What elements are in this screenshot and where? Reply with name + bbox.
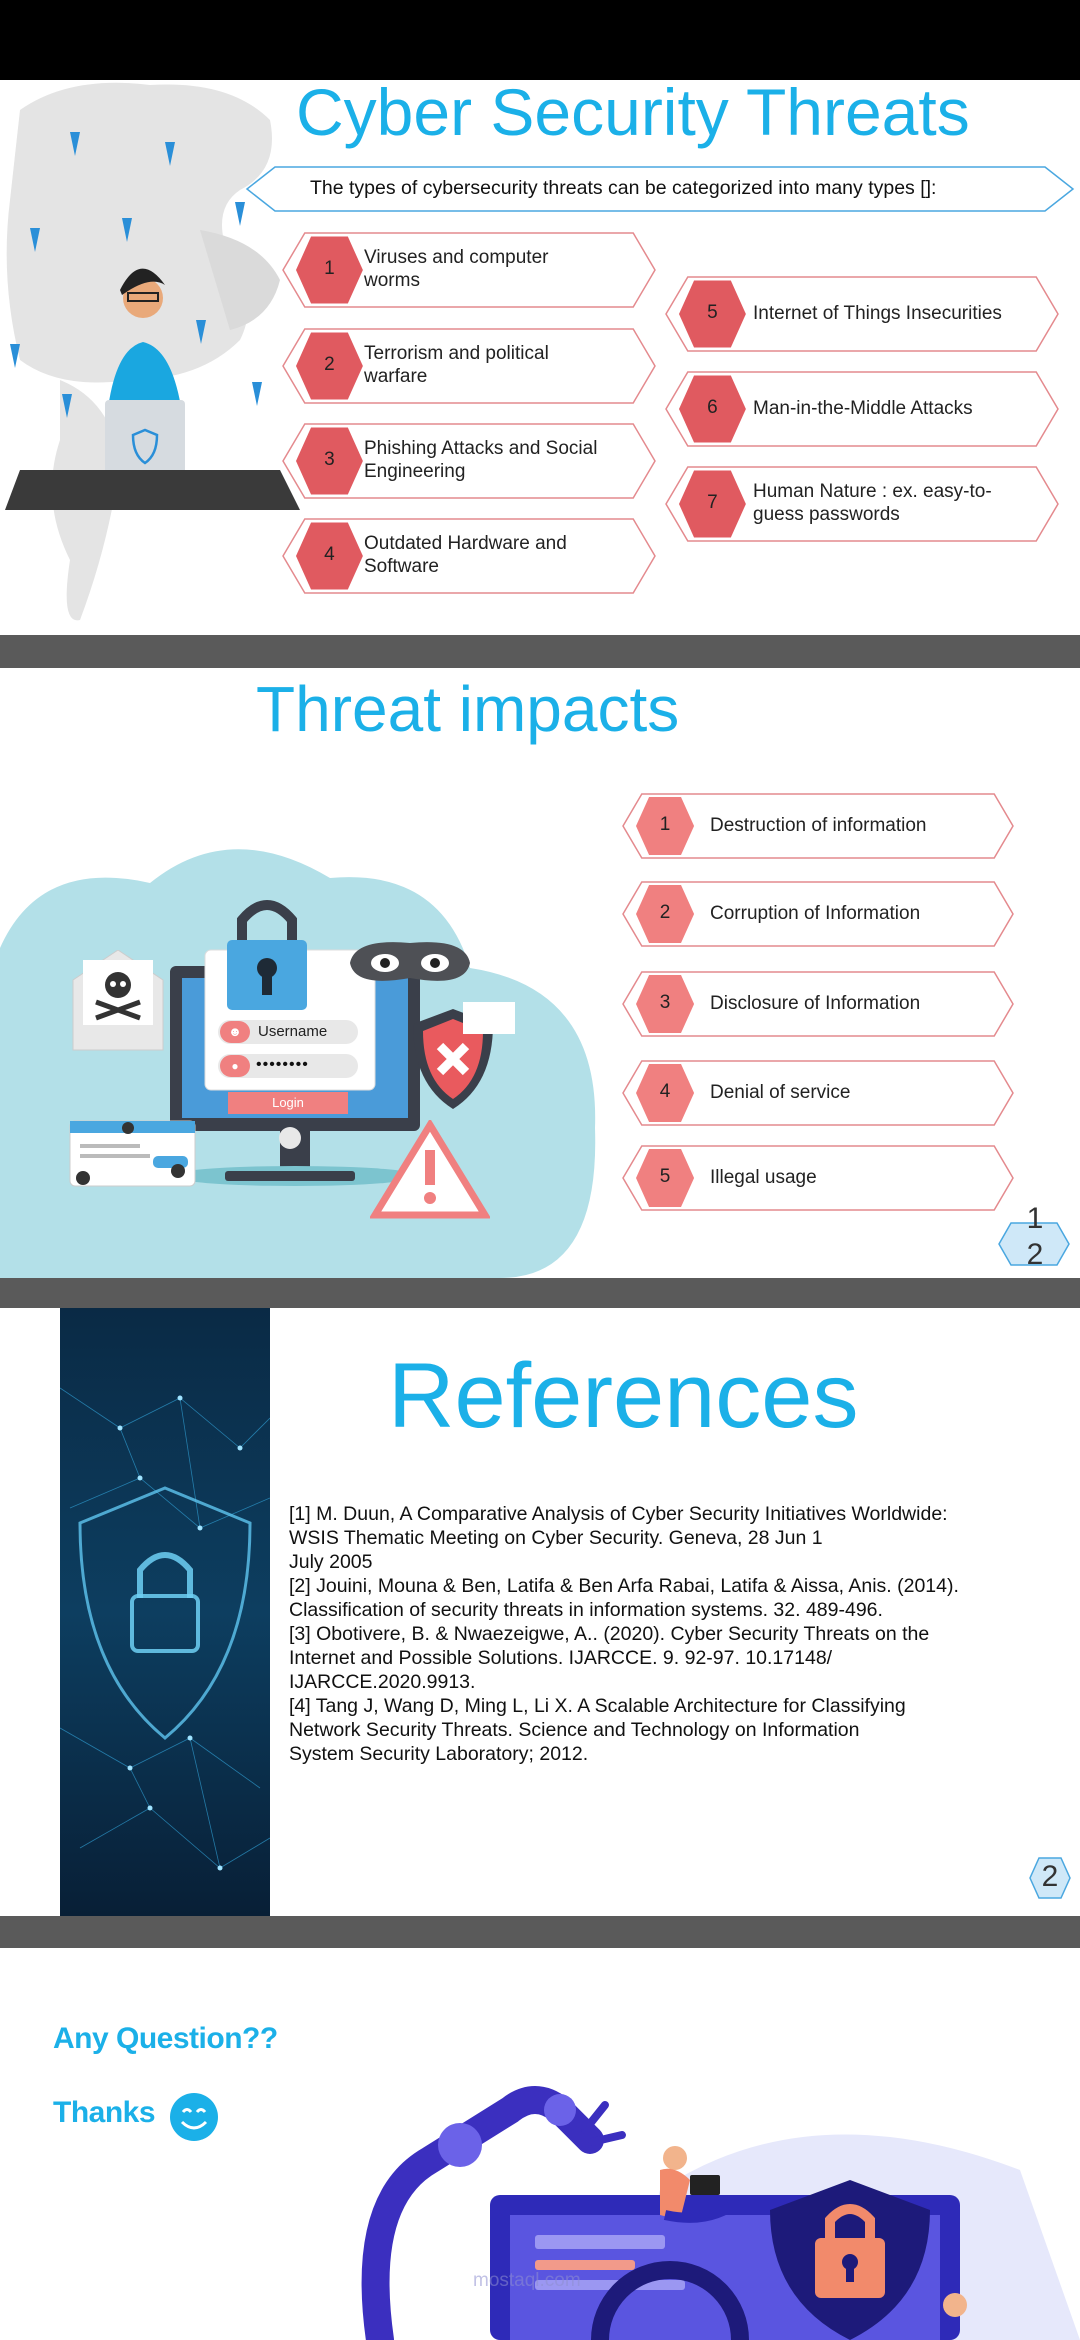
reference-line: System Security Laboratory; 2012. [289, 1743, 589, 1765]
reference-line: July 2005 [289, 1551, 373, 1573]
impact-label: Destruction of information [710, 815, 927, 836]
reference-line: [2] Jouini, Mouna & Ben, Latifa & Ben Arfa Rabai, Latifa & Aissa, Anis. (2014). [289, 1575, 959, 1597]
threat-label-line2: warfare [364, 366, 428, 387]
warning-icon [370, 1120, 490, 1220]
threat-item [665, 371, 1059, 447]
password-field[interactable] [218, 1054, 358, 1078]
impact-number: 5 [659, 1166, 671, 1187]
threat-label-line2: Engineering [364, 461, 466, 482]
slide-closing [0, 1948, 1080, 2340]
skull-icon [68, 950, 168, 1060]
top-status-bar [0, 0, 1080, 80]
impact-item [622, 1060, 1014, 1126]
slide-references [0, 1308, 1080, 1916]
threat-item [282, 423, 656, 499]
mask-icon [345, 933, 475, 993]
reference-line: [3] Obotivere, B. & Nwaezeigwe, A.. (2020). Cyber Security Threats on the [289, 1623, 930, 1645]
threat-label-line2: Software [364, 556, 439, 577]
bug-card-icon [68, 1116, 198, 1191]
threat-number: 2 [324, 354, 335, 375]
threat-label-line2: guess passwords [753, 504, 900, 525]
threat-number: 3 [324, 449, 335, 470]
impact-item [622, 971, 1014, 1037]
password-dots: •••••••• [256, 1056, 309, 1073]
impact-label: Disclosure of Information [710, 993, 921, 1014]
network-lock-image [60, 1308, 270, 1916]
threat-label [364, 246, 644, 292]
thanks-text: Thanks [53, 2096, 156, 2129]
impact-label: Corruption of Information [710, 903, 921, 924]
impact-item [622, 793, 1014, 859]
reference-line: Internet and Possible Solutions. IJARCCE. 9. 92-97. 10.17148/ [289, 1647, 833, 1669]
threat-label-line1: Outdated Hardware and [364, 533, 567, 554]
threat-label-line1: Internet of Things Insecurities [753, 303, 1002, 324]
threat-label-line1: Viruses and computer [364, 247, 549, 268]
threat-label-line2: worms [364, 270, 420, 291]
reference-line: Classification of security threats in information systems. 32. 489-496. [289, 1599, 883, 1621]
impact-number: 4 [659, 1081, 671, 1102]
impact-number: 3 [659, 992, 671, 1013]
threat-number: 6 [707, 397, 718, 418]
slide-title: Cyber Security Threats [296, 80, 970, 149]
threat-item [665, 466, 1059, 542]
threat-label-line1: Man-in-the-Middle Attacks [753, 398, 973, 419]
threat-label [364, 342, 644, 388]
username-label: Username [258, 1023, 328, 1040]
impact-number: 1 [659, 814, 671, 835]
threat-label [753, 302, 1053, 325]
reference-line: WSIS Thematic Meeting on Cyber Security. Geneva, 28 Jun 1 [289, 1527, 823, 1549]
threat-item [665, 276, 1059, 352]
threat-item [282, 328, 656, 404]
threat-label [753, 480, 1053, 526]
impact-item [622, 881, 1014, 947]
username-field[interactable] [218, 1020, 358, 1044]
page-number: 2 [1041, 1860, 1059, 1893]
references-list [289, 1502, 1029, 1766]
threat-number: 4 [324, 544, 335, 565]
reference-line: [1] M. Duun, A Comparative Analysis of Cyber Security Initiatives Worldwide: [289, 1503, 948, 1525]
reference-line: IJARCCE.2020.9913. [289, 1671, 476, 1693]
reference-line: [4] Tang J, Wang D, Ming L, Li X. A Scalable Architecture for Classifying [289, 1695, 906, 1717]
robot-arm-illustration [360, 2050, 1080, 2340]
login-button[interactable]: Login [228, 1092, 348, 1114]
threat-item [282, 518, 656, 594]
slide-title: Threat impacts [256, 673, 680, 745]
user-icon: ☻ [220, 1021, 250, 1043]
threat-label [364, 437, 644, 483]
threat-number: 7 [707, 492, 718, 513]
slide-subtitle: The types of cybersecurity threats can be categorized into many types []: [310, 177, 937, 199]
threat-label-line1: Human Nature : ex. easy-to- [753, 481, 992, 502]
watermark: mostaql.com [473, 2270, 581, 2291]
threat-item [282, 232, 656, 308]
any-question-text: Any Question?? [53, 2022, 278, 2055]
threat-label [753, 397, 1053, 420]
lock-small-icon: ● [220, 1055, 250, 1077]
slide-cyber-security-threats [0, 80, 1080, 635]
slide-threat-impacts [0, 668, 1080, 1278]
smile-emoji-icon [169, 2092, 219, 2142]
page-number-line1: 1 [1026, 1202, 1044, 1235]
threat-label-line1: Terrorism and political [364, 343, 549, 364]
threat-number: 5 [707, 302, 718, 323]
reference-line: Network Security Threats. Science and Technology on Information [289, 1719, 860, 1741]
impact-label: Denial of service [710, 1082, 851, 1103]
impact-number: 2 [659, 902, 671, 923]
threat-label [364, 532, 644, 578]
page-number-line2: 2 [1026, 1238, 1044, 1271]
speech-box [463, 1002, 515, 1034]
impact-label: Illegal usage [710, 1167, 817, 1188]
threat-number: 1 [324, 258, 335, 279]
threat-label-line1: Phishing Attacks and Social [364, 438, 598, 459]
impact-item [622, 1145, 1014, 1211]
slide-title: References [388, 1345, 859, 1447]
padlock-icon [222, 890, 312, 1010]
